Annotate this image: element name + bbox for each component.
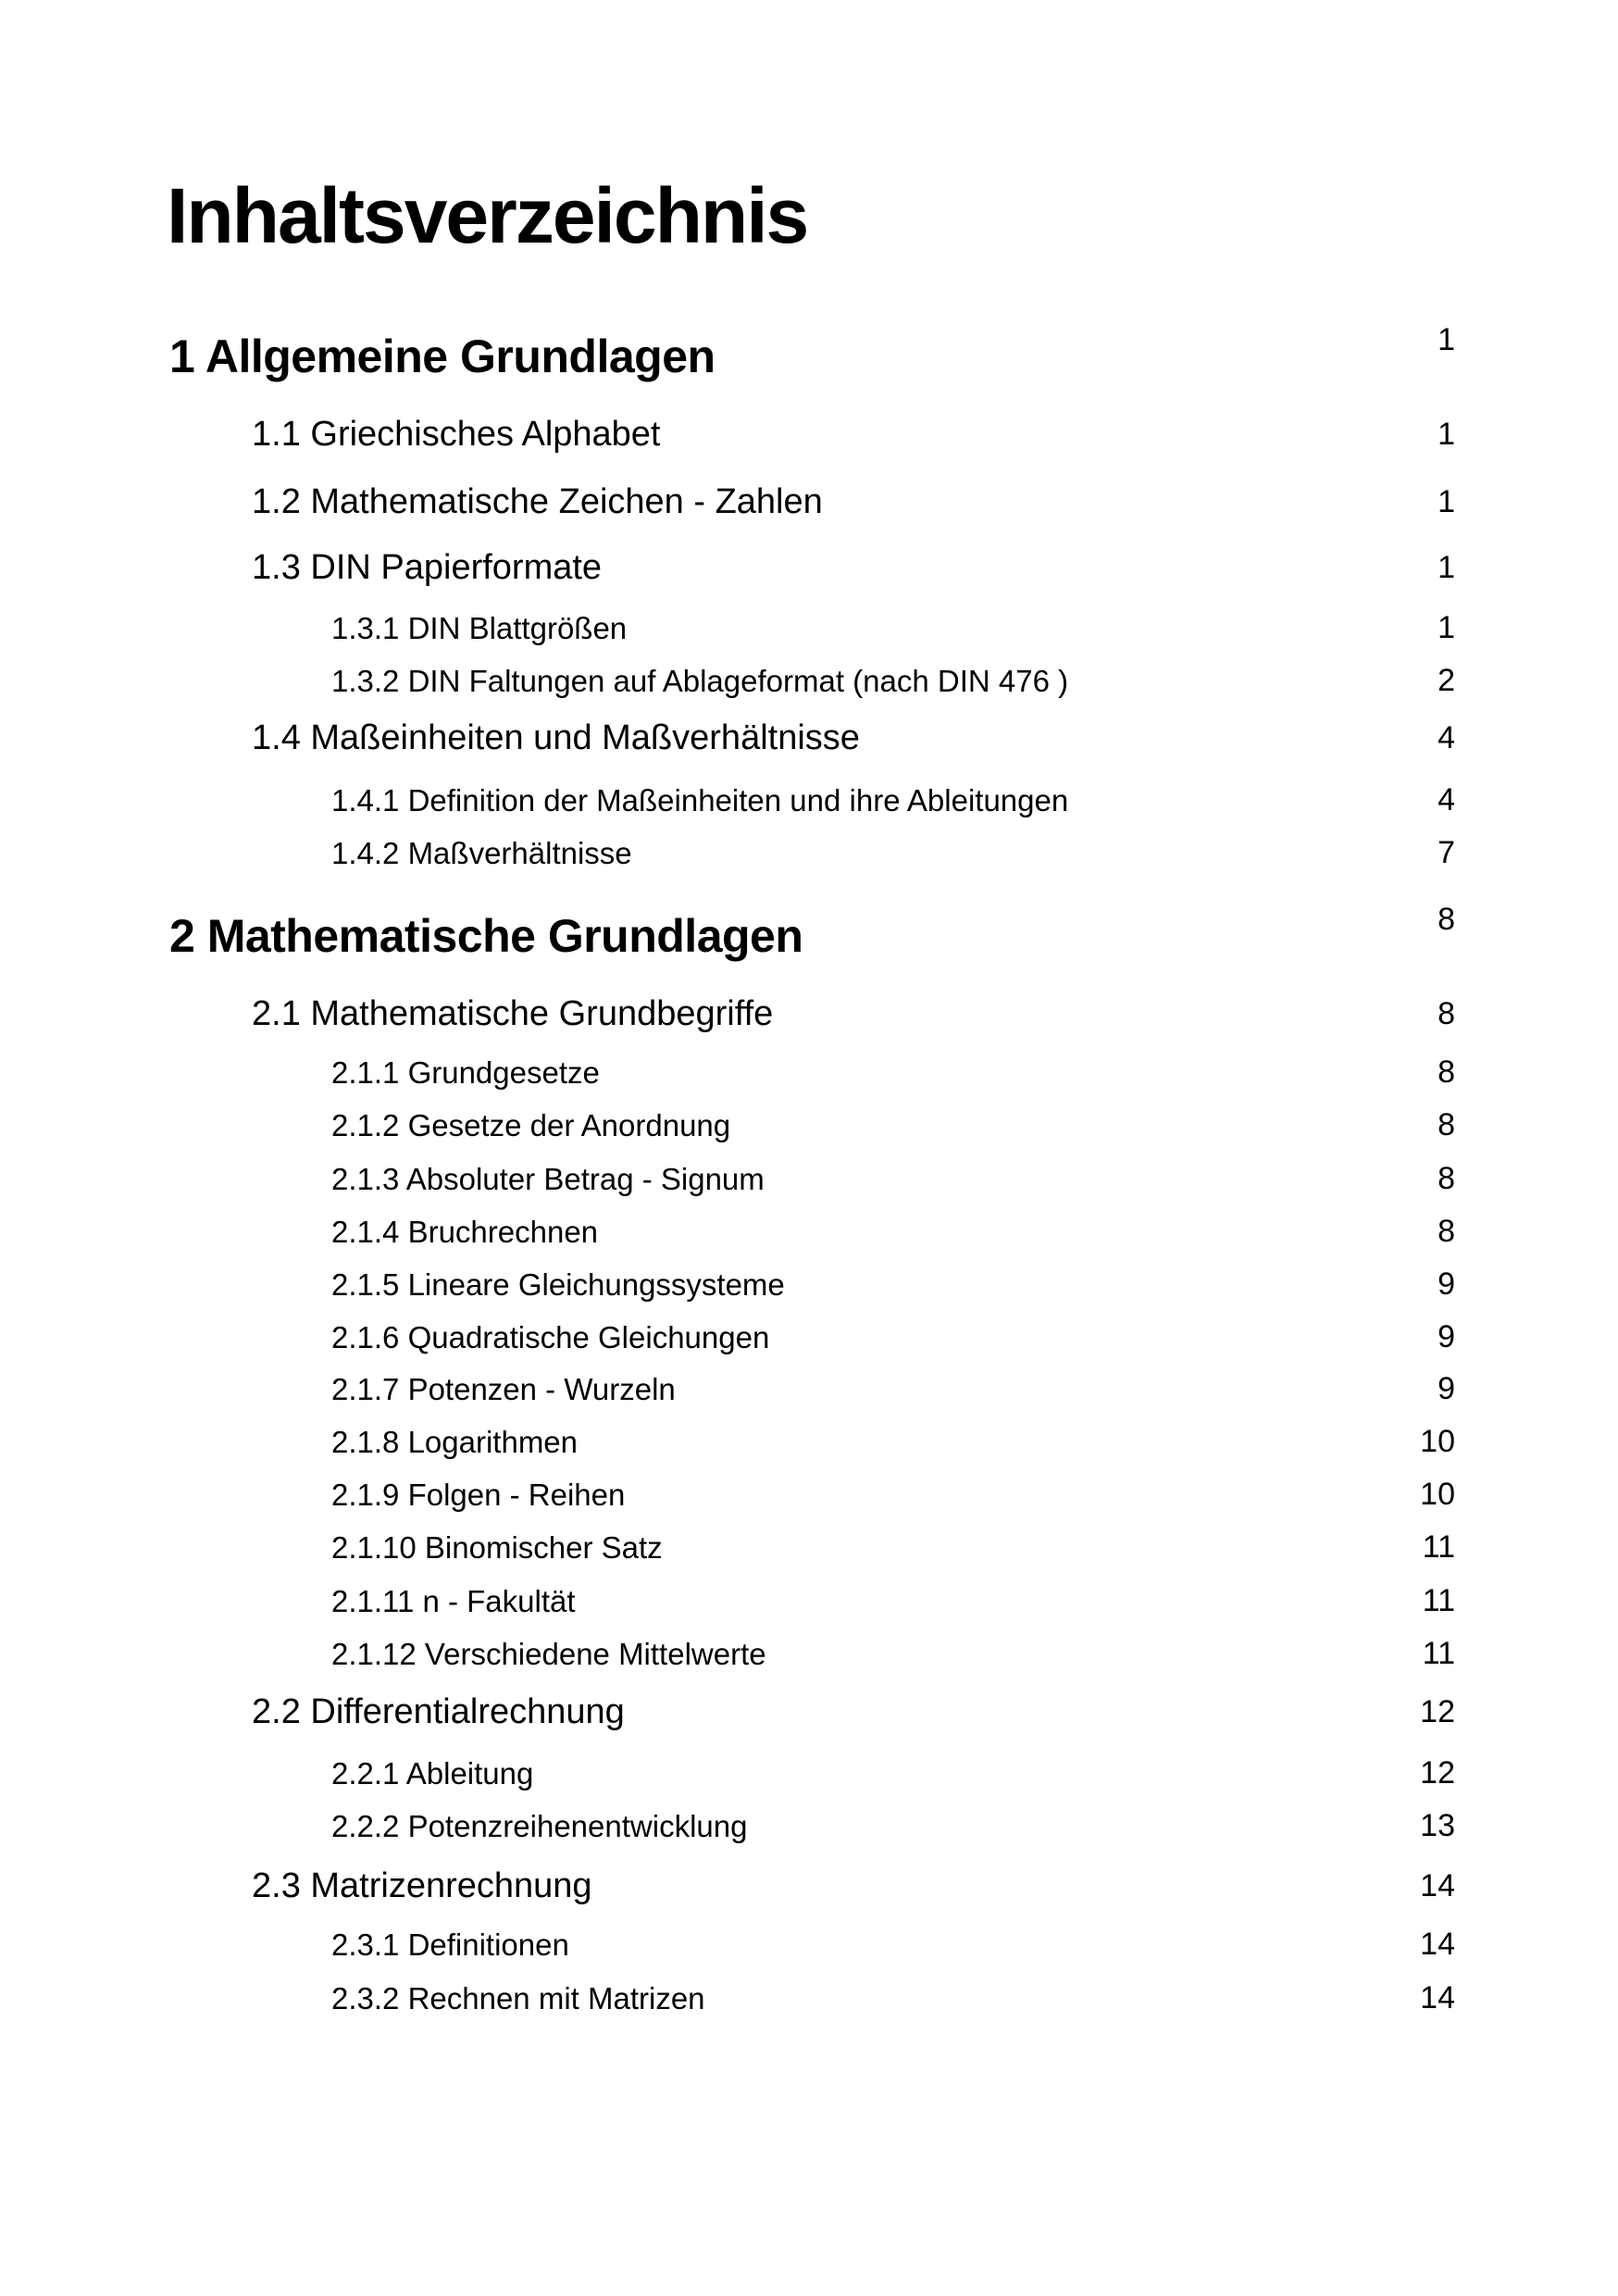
toc-page-number: 1: [1438, 416, 1455, 452]
toc-entry-label[interactable]: 1 Allgemeine Grundlagen: [169, 331, 716, 383]
toc-page-number: 10: [1420, 1477, 1455, 1513]
toc-entry-label[interactable]: 1.2 Mathematische Zeichen - Zahlen: [252, 481, 823, 521]
toc-entry-label[interactable]: 2.1.2 Gesetze der Anordnung: [331, 1108, 731, 1143]
toc-page-number: 8: [1438, 1160, 1455, 1196]
toc-entry-label[interactable]: 2.3.1 Definitionen: [331, 1928, 569, 1963]
toc-page-number: 2: [1438, 663, 1455, 699]
toc-page-number: 1: [1438, 550, 1455, 586]
toc-entry-label[interactable]: 2.1.11 n - Fakultät: [331, 1583, 576, 1618]
toc-page-number: 11: [1422, 1582, 1455, 1618]
toc-entry-label[interactable]: 2.1 Mathematische Grundbegriffe: [252, 993, 774, 1033]
toc-page-number: 8: [1438, 995, 1455, 1031]
toc-entry-label[interactable]: 2.3.2 Rechnen mit Matrizen: [331, 1980, 705, 2015]
toc-entry-label[interactable]: 2 Mathematische Grundlagen: [169, 910, 803, 963]
toc-entry-label[interactable]: 2.1.1 Grundgesetze: [331, 1055, 600, 1091]
toc-page-number: 10: [1420, 1424, 1455, 1459]
toc-page-number: 11: [1422, 1529, 1455, 1566]
toc-entry-label[interactable]: 2.1.5 Lineare Gleichungssysteme: [331, 1267, 785, 1302]
toc-page-number: 1: [1438, 483, 1455, 519]
toc-page-number: 8: [1438, 902, 1455, 938]
toc-entry-label[interactable]: 2.1.8 Logarithmen: [331, 1425, 579, 1459]
toc-entry-label[interactable]: 1.4.2 Maßverhältnisse: [331, 836, 632, 871]
toc-page-number: 12: [1420, 1694, 1455, 1730]
toc-page-number: 14: [1420, 1979, 1455, 2015]
toc-entry-label[interactable]: 1.3.1 DIN Blattgrößen: [331, 611, 628, 646]
toc-entry-label[interactable]: 2.1.4 Bruchrechnen: [331, 1214, 599, 1249]
toc-entry-label[interactable]: 2.1.9 Folgen - Reihen: [331, 1478, 626, 1513]
toc-entry-label[interactable]: 2.1.6 Quadratische Gleichungen: [331, 1320, 770, 1355]
toc-entry-label[interactable]: 2.2.2 Potenzreihenentwicklung: [331, 1808, 748, 1843]
toc-page-number: 7: [1438, 835, 1455, 871]
toc-entry-label[interactable]: 2.2 Differentialrechnung: [252, 1692, 625, 1732]
toc-entry-label[interactable]: 1.3.2 DIN Faltungen auf Ablageformat (nach DIN 476 ): [331, 664, 1069, 699]
toc-page-number: 14: [1420, 1927, 1455, 1963]
toc-page-number: 9: [1438, 1266, 1455, 1302]
toc-page-number: 4: [1438, 720, 1455, 756]
toc-entry-label[interactable]: 2.1.12 Verschiedene Mittelwerte: [331, 1636, 766, 1671]
toc-entry-label[interactable]: 2.3 Matrizenrechnung: [252, 1866, 592, 1905]
toc-page-number: 8: [1438, 1213, 1455, 1249]
page-title: Inhaltsverzeichnis: [167, 172, 808, 259]
toc-page-number: 8: [1438, 1107, 1455, 1143]
toc-entry-label[interactable]: 2.1.7 Potenzen - Wurzeln: [331, 1371, 676, 1406]
toc-entry-label[interactable]: 2.1.10 Binomischer Satz: [331, 1530, 663, 1566]
toc-page-number: 11: [1422, 1635, 1455, 1671]
toc-page-number: 1: [1438, 610, 1455, 646]
toc-entry-label[interactable]: 2.1.3 Absoluter Betrag - Signum: [331, 1161, 765, 1196]
toc-page-number: 12: [1420, 1754, 1455, 1791]
toc-entry-label[interactable]: 1.1 Griechisches Alphabet: [252, 414, 661, 454]
toc-entry-label[interactable]: 1.4 Maßeinheiten und Maßverhältnisse: [252, 718, 860, 758]
toc-page-number: 9: [1438, 1370, 1455, 1406]
toc-entry-label[interactable]: 1.4.1 Definition der Maßeinheiten und ihre Ableitungen: [331, 783, 1069, 818]
toc-entry-label[interactable]: 2.2.1 Ableitung: [331, 1755, 534, 1791]
toc-page-number: 4: [1438, 782, 1455, 818]
toc-page-number: 8: [1438, 1054, 1455, 1091]
toc-page-number: 13: [1420, 1807, 1455, 1843]
toc-page-number: 14: [1420, 1867, 1455, 1903]
toc-page-number: 9: [1438, 1319, 1455, 1355]
toc-page-number: 1: [1438, 322, 1455, 358]
toc-entry-label[interactable]: 1.3 DIN Papierformate: [252, 548, 603, 588]
